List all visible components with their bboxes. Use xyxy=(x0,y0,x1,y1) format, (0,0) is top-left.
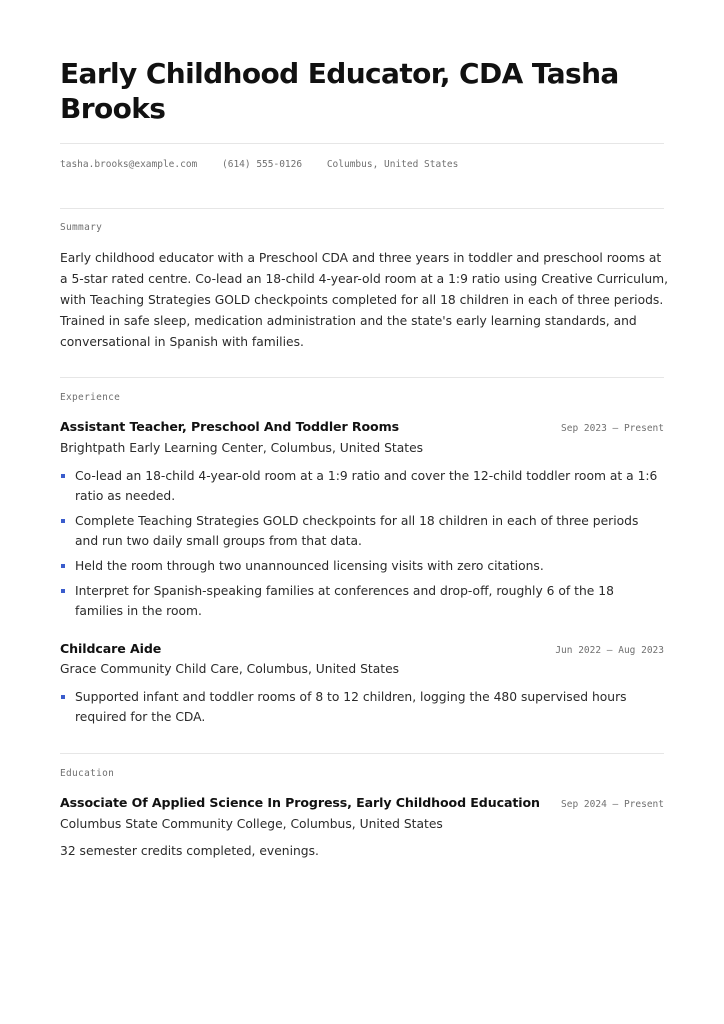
summary-text: Early childhood educator with a Preschool CDA and three years in toddler and preschool rooms at a 5-star rated centre. Co-lead an 18-child 4-year-old room at a 1:9 ratio using Creative Curriculum, with Teaching Strategies GOLD checkpoints completed for all 18 children in each of three periods. Trained in safe sleep, medication administration and the state's early learning standards, and conversational in Spanish with families. xyxy=(60,251,668,349)
education-dates: Sep 2024 – Present xyxy=(561,799,664,810)
bullet-text: Supported infant and toddler rooms of 8 to 12 children, logging the 480 supervised hours required for the CDA. xyxy=(75,690,627,724)
header-divider xyxy=(60,143,664,144)
bullet-text: Interpret for Spanish-speaking families at conferences and drop-off, roughly 6 of the 18 families in the room. xyxy=(75,584,614,618)
candidate-name: Early Childhood Educator, CDA Tasha Brooks xyxy=(60,57,619,125)
bullet-marker xyxy=(61,564,65,568)
contact-line xyxy=(60,159,477,170)
list-item xyxy=(60,556,664,576)
list-item xyxy=(60,466,664,506)
job-bullet-list xyxy=(60,687,664,732)
bullet-text: Held the room through two unannounced licensing visits with zero citations. xyxy=(75,559,544,573)
contact-email[interactable]: tasha.brooks@example.com xyxy=(60,159,198,170)
experience-divider xyxy=(60,377,664,378)
bullet-marker xyxy=(61,519,65,523)
job-title: Assistant Teacher, Preschool And Toddler Rooms xyxy=(60,419,399,434)
bullet-marker xyxy=(61,695,65,699)
job-organization: Brightpath Early Learning Center, Columbus, United States xyxy=(60,441,424,455)
education-section-label: Education xyxy=(60,768,115,779)
experience-section-label: Experience xyxy=(60,392,121,403)
job-dates: Jun 2022 – Aug 2023 xyxy=(555,645,664,656)
list-item xyxy=(60,581,664,621)
bullet-text: Co-lead an 18-child 4-year-old room at a 1:9 ratio and cover the 12-child toddler room at a 1:6 ratio as needed. xyxy=(75,469,658,503)
degree-title: Associate Of Applied Science In Progress, Early Childhood Education xyxy=(60,795,540,810)
job-dates: Sep 2023 – Present xyxy=(561,423,664,434)
education-divider xyxy=(60,753,664,754)
school-name: Columbus State Community College, Columbus, United States xyxy=(60,817,443,831)
bullet-marker xyxy=(61,474,65,478)
list-item xyxy=(60,687,664,727)
contact-phone[interactable]: (614) 555-0126 xyxy=(222,159,303,170)
summary-divider xyxy=(60,208,664,209)
bullet-marker xyxy=(61,589,65,593)
job-bullet-list xyxy=(60,466,664,626)
education-note: 32 semester credits completed, evenings. xyxy=(60,844,319,858)
contact-location: Columbus, United States xyxy=(326,159,459,170)
job-title: Childcare Aide xyxy=(60,641,162,656)
summary-section-label: Summary xyxy=(60,222,103,233)
list-item xyxy=(60,511,664,551)
job-organization: Grace Community Child Care, Columbus, United States xyxy=(60,662,400,676)
bullet-text: Complete Teaching Strategies GOLD checkpoints for all 18 children in each of three periods and run two daily small groups from that data. xyxy=(75,514,639,548)
